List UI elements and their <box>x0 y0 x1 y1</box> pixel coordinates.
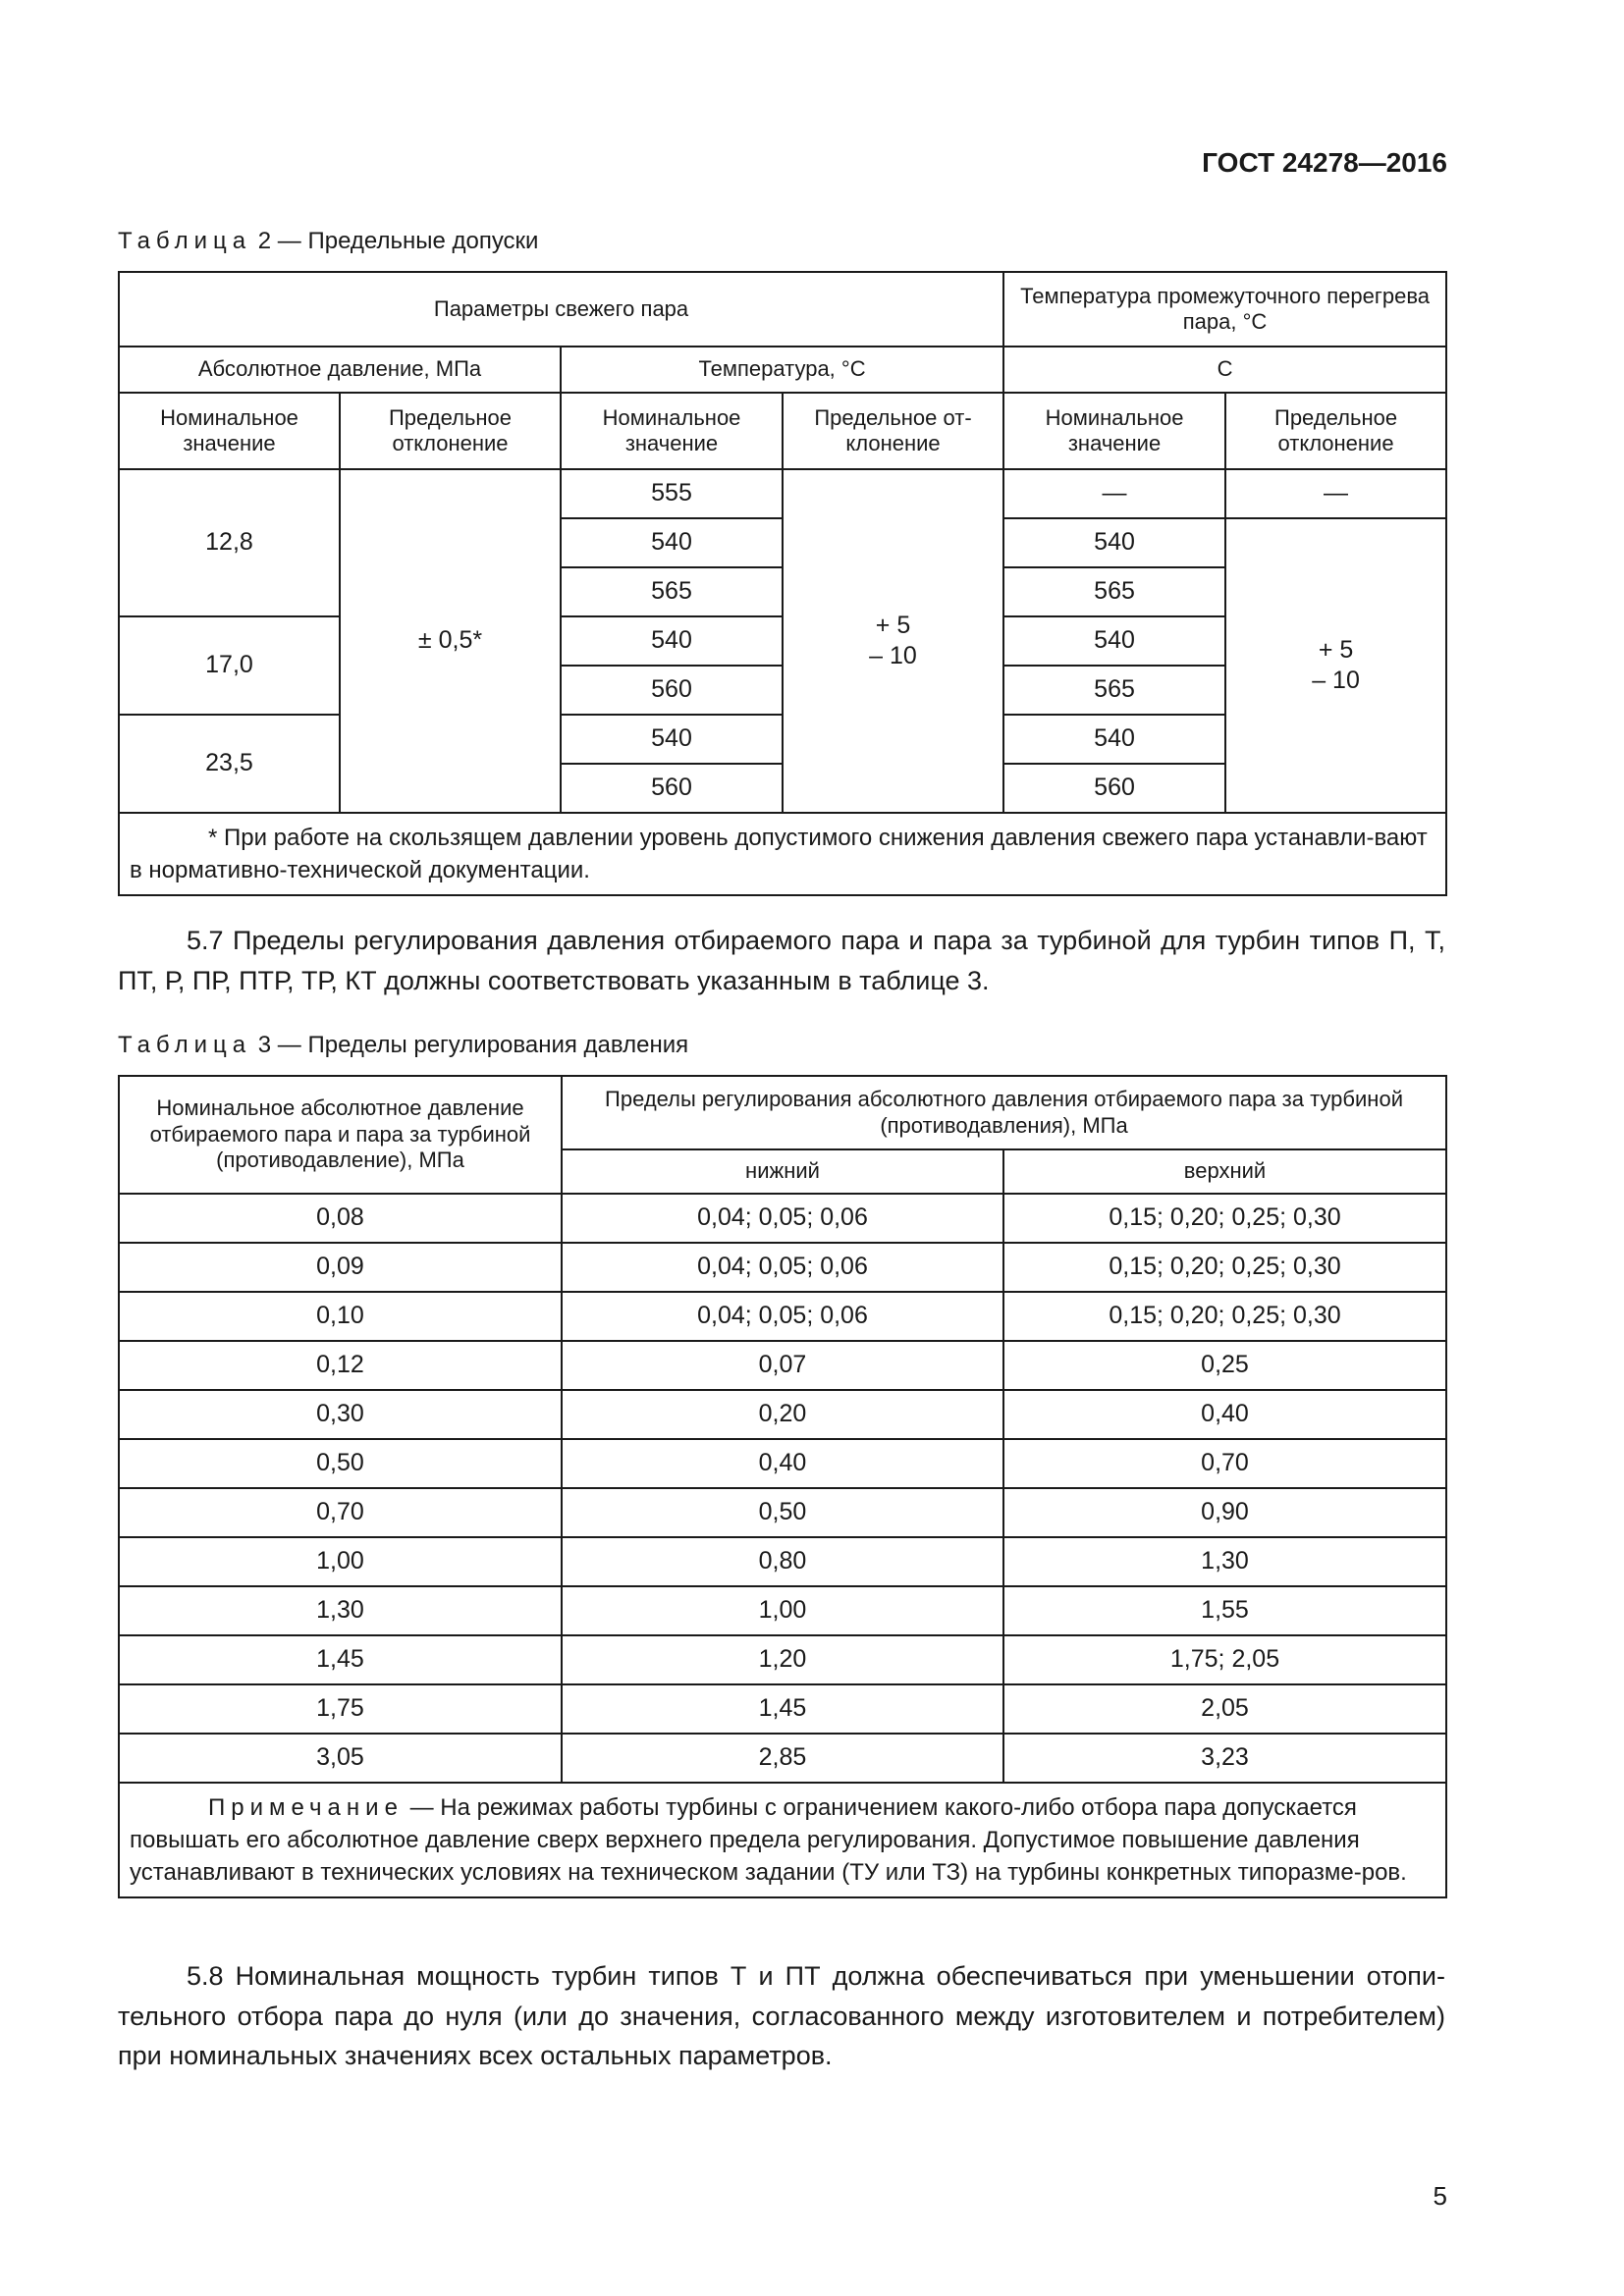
lower-limit-cell: 1,45 <box>562 1684 1003 1734</box>
nominal-pressure-cell: 0,50 <box>119 1439 562 1488</box>
upper-limit-cell: 0,25 <box>1003 1341 1446 1390</box>
pressure-deviation: ± 0,5* <box>340 469 561 813</box>
header-upper: верхний <box>1003 1149 1446 1194</box>
table-row <box>119 1292 1446 1341</box>
upper-limit-cell: 1,30 <box>1003 1537 1446 1586</box>
lower-limit-cell: 1,20 <box>562 1635 1003 1684</box>
table-row <box>119 1734 1446 1783</box>
nominal-pressure-cell: 0,30 <box>119 1390 562 1439</box>
lower-limit-cell: 0,80 <box>562 1537 1003 1586</box>
header-nominal-pressure: Номинальное абсолютное давление отбираемого пара и пара за турбиной (противодавление), МПа <box>119 1076 562 1194</box>
header-nominal: Номинальное значение <box>1003 393 1225 469</box>
temp-deviation <box>783 469 1003 813</box>
upper-limit-cell: 3,23 <box>1003 1734 1446 1783</box>
table2-caption-label: Таблица <box>118 228 252 254</box>
header-reheat-temp: Температура промежуточного перегрева пара, °С <box>1003 272 1446 347</box>
table-row <box>119 1586 1446 1635</box>
table-row <box>119 1439 1446 1488</box>
temp-value: 540 <box>561 715 783 764</box>
table3-caption <box>118 1032 688 1059</box>
reheat-value: 560 <box>1003 764 1225 813</box>
upper-limit-cell: 0,90 <box>1003 1488 1446 1537</box>
nominal-pressure-cell: 1,45 <box>119 1635 562 1684</box>
header-nominal: Номинальное значение <box>561 393 783 469</box>
reheat-dev-minus: – 10 <box>1312 667 1360 694</box>
upper-limit-cell: 0,70 <box>1003 1439 1446 1488</box>
table2-footnote-text: * При работе на скользящем давлении уровень допустимого снижения давления свежего пара устанавли-вают в нормативно-технической документации. <box>130 825 1428 884</box>
header-lower: нижний <box>562 1149 1003 1194</box>
reheat-value: 540 <box>1003 715 1225 764</box>
reheat-value: — <box>1003 469 1225 518</box>
lower-limit-cell: 0,04; 0,05; 0,06 <box>562 1292 1003 1341</box>
temp-value: 560 <box>561 764 783 813</box>
header-limit-dev: Предельное отклонение <box>340 393 561 469</box>
lower-limit-cell: 0,04; 0,05; 0,06 <box>562 1194 1003 1243</box>
nominal-pressure-cell: 0,12 <box>119 1341 562 1390</box>
pressure-value: 17,0 <box>119 616 340 715</box>
table-row <box>119 1243 1446 1292</box>
temp-value: 555 <box>561 469 783 518</box>
header-limit-dev: Предельное от-клонение <box>783 393 1003 469</box>
table-row <box>119 1684 1446 1734</box>
nominal-pressure-cell: 0,70 <box>119 1488 562 1537</box>
lower-limit-cell: 0,04; 0,05; 0,06 <box>562 1243 1003 1292</box>
temp-value: 540 <box>561 616 783 666</box>
table-row <box>119 1488 1446 1537</box>
lower-limit-cell: 0,50 <box>562 1488 1003 1537</box>
upper-limit-cell: 1,55 <box>1003 1586 1446 1635</box>
lower-limit-cell: 0,40 <box>562 1439 1003 1488</box>
header-c: С <box>1003 347 1446 393</box>
table2-footnote <box>119 813 1446 895</box>
nominal-pressure-cell: 1,00 <box>119 1537 562 1586</box>
header-nominal: Номинальное значение <box>119 393 340 469</box>
table-row <box>119 1390 1446 1439</box>
nominal-pressure-cell: 1,75 <box>119 1684 562 1734</box>
lower-limit-cell: 0,20 <box>562 1390 1003 1439</box>
header-temperature: Температура, °С <box>561 347 1003 393</box>
table2-limit-tolerances <box>118 271 1447 896</box>
reheat-value: 540 <box>1003 616 1225 666</box>
header-fresh-steam: Параметры свежего пара <box>119 272 1003 347</box>
nominal-pressure-cell: 0,08 <box>119 1194 562 1243</box>
reheat-dev-plus: + 5 <box>1318 635 1354 664</box>
header-limits: Пределы регулирования абсолютного давления отбираемого пара за турбиной (противодавления), МПа <box>562 1076 1446 1149</box>
temp-value: 565 <box>561 567 783 616</box>
table3-note-label: Примечание <box>208 1794 404 1821</box>
temp-dev-plus: + 5 <box>875 611 911 639</box>
lower-limit-cell: 1,00 <box>562 1586 1003 1635</box>
temp-value: 560 <box>561 666 783 715</box>
lower-limit-cell: 0,07 <box>562 1341 1003 1390</box>
table3-caption-label: Таблица <box>118 1032 252 1058</box>
paragraph-5-7-text: 5.7 Пределы регулирования давления отбираемого пара и пара за турбиной для турбин типов П, Т, ПТ, Р, ПР, ПТР, ТР, КТ должны соответствовать указанным в таблице 3. <box>118 926 1445 995</box>
reheat-value: 565 <box>1003 666 1225 715</box>
table-row <box>119 1341 1446 1390</box>
upper-limit-cell: 0,15; 0,20; 0,25; 0,30 <box>1003 1194 1446 1243</box>
pressure-value: 23,5 <box>119 715 340 813</box>
paragraph-5-8-text: 5.8 Номинальная мощность турбин типов Т и ПТ должна обеспечиваться при уменьшении отопи-тельного отбора пара до нуля (или до значения, согласованного между изготовителем и потребителем) при номинальных значениях всех остальных параметров. <box>118 1961 1445 2070</box>
header-limit-dev: Предельное отклонение <box>1225 393 1446 469</box>
temp-value: 540 <box>561 518 783 567</box>
reheat-value: 565 <box>1003 567 1225 616</box>
pressure-value: 12,8 <box>119 469 340 616</box>
paragraph-5-7 <box>118 921 1445 1000</box>
nominal-pressure-cell: 3,05 <box>119 1734 562 1783</box>
table-row <box>119 1194 1446 1243</box>
table3-note-text: — На режимах работы турбины с ограничением какого-либо отбора пара допускается повышать его абсолютное давление сверх верхнего предела регулирования. Допустимое повышение давления устанавливают в технических условиях на техническом задании (ТУ или ТЗ) на турбины конкретных типоразме-ров. <box>130 1794 1407 1887</box>
document-code: ГОСТ 24278—2016 <box>1202 147 1447 178</box>
reheat-deviation <box>1225 518 1446 813</box>
table2-caption-title: 2 — Предельные допуски <box>257 228 539 254</box>
nominal-pressure-cell: 1,30 <box>119 1586 562 1635</box>
table2-caption <box>118 228 538 255</box>
nominal-pressure-cell: 0,10 <box>119 1292 562 1341</box>
upper-limit-cell: 2,05 <box>1003 1684 1446 1734</box>
reheat-deviation: — <box>1225 469 1446 518</box>
table3-note <box>119 1783 1446 1897</box>
temp-dev-minus: – 10 <box>869 642 917 669</box>
table3-pressure-limits <box>118 1075 1447 1898</box>
upper-limit-cell: 0,40 <box>1003 1390 1446 1439</box>
table3-caption-title: 3 — Пределы регулирования давления <box>257 1032 689 1058</box>
header-abs-pressure: Абсолютное давление, МПа <box>119 347 561 393</box>
table-row <box>119 1635 1446 1684</box>
upper-limit-cell: 0,15; 0,20; 0,25; 0,30 <box>1003 1243 1446 1292</box>
page-number: 5 <box>1433 2181 1447 2211</box>
nominal-pressure-cell: 0,09 <box>119 1243 562 1292</box>
upper-limit-cell: 0,15; 0,20; 0,25; 0,30 <box>1003 1292 1446 1341</box>
lower-limit-cell: 2,85 <box>562 1734 1003 1783</box>
paragraph-5-8 <box>118 1956 1445 2076</box>
table-row <box>119 1537 1446 1586</box>
upper-limit-cell: 1,75; 2,05 <box>1003 1635 1446 1684</box>
reheat-value: 540 <box>1003 518 1225 567</box>
